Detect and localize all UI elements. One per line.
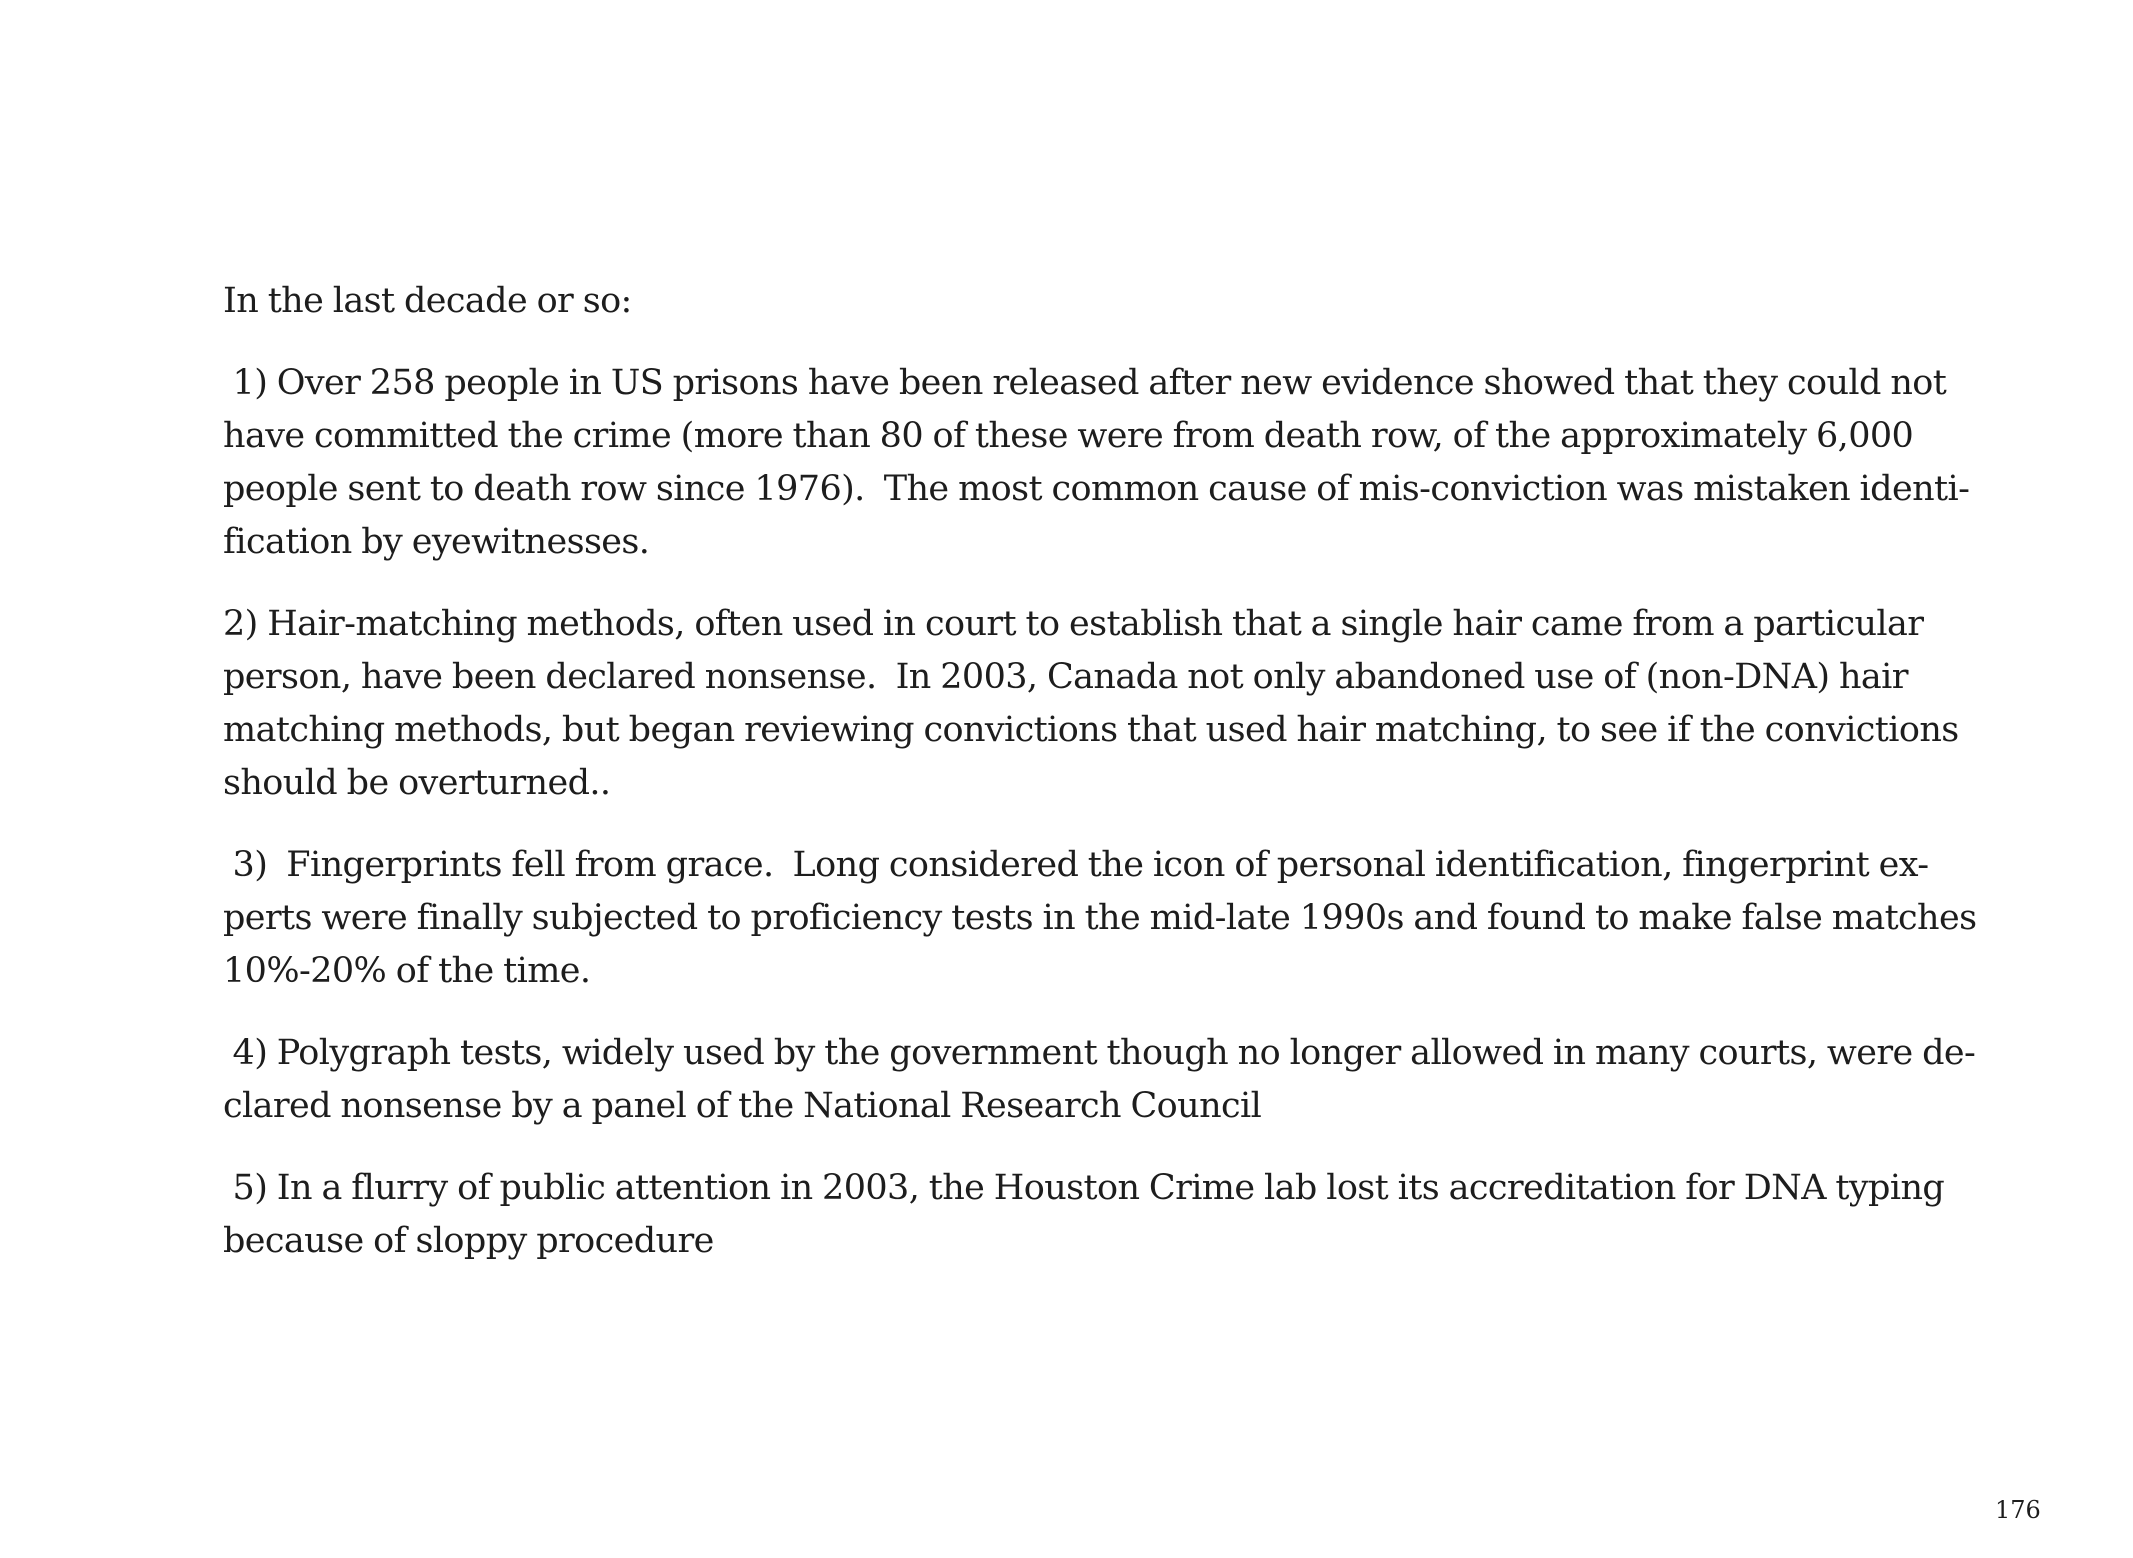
text-line: fication by eyewitnesses. [223, 522, 650, 562]
text-line: because of sloppy procedure [223, 1221, 714, 1261]
text-line: person, have been declared nonsense. In 2003, Canada not only abandoned use of (non-DNA) hair [223, 657, 1908, 697]
page-number: 176 [1995, 1496, 2041, 1524]
text-line: 1) Over 258 people in US prisons have been released after new evidence showed that they could not [223, 363, 1947, 403]
item-1-paragraph [223, 357, 1970, 569]
text-line: have committed the crime (more than 80 of these were from death row, of the approximately 6,000 [223, 416, 1914, 456]
intro-text: In the last decade or so: [223, 281, 632, 321]
text-line: clared nonsense by a panel of the National Research Council [223, 1086, 1262, 1126]
text-line: 3) Fingerprints fell from grace. Long considered the icon of personal identification, fingerprint ex- [223, 845, 1929, 885]
text-line: 10%-20% of the time. [223, 951, 591, 991]
text-line: 2) Hair-matching methods, often used in court to establish that a single hair came from a particular [223, 604, 1924, 644]
text-line: perts were finally subjected to proficiency tests in the mid-late 1990s and found to make false matches [223, 898, 1977, 938]
text-line: 4) Polygraph tests, widely used by the government though no longer allowed in many courts, were de- [223, 1033, 1976, 1073]
item-3-paragraph [223, 839, 1977, 998]
item-5-paragraph [223, 1162, 1943, 1268]
body-text [223, 275, 1977, 1297]
text-line: people sent to death row since 1976). The most common cause of mis-conviction was mistaken identi- [223, 469, 1970, 509]
intro-paragraph [223, 275, 1943, 328]
item-4-paragraph [223, 1027, 1976, 1133]
text-line: 5) In a flurry of public attention in 2003, the Houston Crime lab lost its accreditation for DNA typing [223, 1168, 1945, 1208]
item-2-paragraph [223, 598, 1959, 810]
text-line: should be overturned.. [223, 763, 611, 803]
text-line: matching methods, but began reviewing convictions that used hair matching, to see if the convictions [223, 710, 1959, 750]
